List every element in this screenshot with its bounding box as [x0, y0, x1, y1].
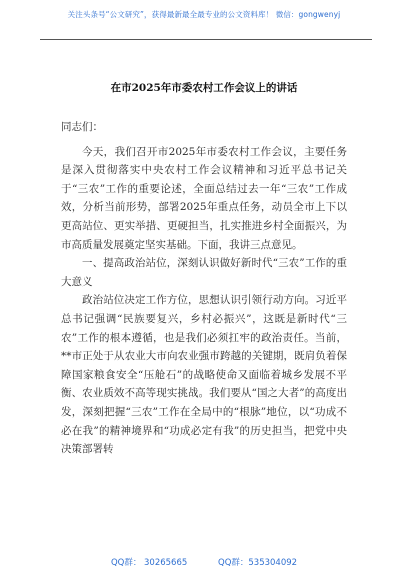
section-heading-1: 一、提高政治站位，深刻认识做好新时代“三农”工作的重大意义 [61, 257, 347, 288]
document-title: 在市2025年市委农村工作会议上的讲话 [110, 82, 298, 94]
document-body [61, 118, 347, 459]
paragraph-opening: 今天，我们召开市2025年市委农村工作会议，主要任务是深入贯彻落实中央农村工作会议精神和习近平总书记关于“三农”工作的重要论述，全面总结过去一年“三农”工作成效，分析当前形势，部署2025年重点任务，动员全市上下以更高站位、更实举措、更硬担当，扎实推进乡村全面振兴，为市高质量发展奠定坚实基础。下面，我讲三点意见。 [61, 145, 347, 251]
footer-qq-groups [0, 556, 408, 568]
header-divider [40, 39, 372, 40]
salutation: 同志们： [61, 121, 103, 133]
footer-qq-group-2: QQ群：535304092 [218, 558, 298, 568]
header-banner: 关注头条号“公文研究”，获得最新最全最专业的公文资料库！ 微信：gongwenyj [67, 10, 341, 19]
paragraph-political-stance: 政治站位决定工作方位，思想认识引领行动方向。习近平总书记强调“民族要复兴，乡村必振兴”，这既是新时代“三农”工作的根本遵循，也是我们必须扛牢的政治责任。当前，**市正处于从农业大市向农业强市跨越的关键期，既肩负着保障国家粮食安全“压舱石”的战略使命又面临着城乡发展不平衡、农业质效不高等现实挑战。我们要从“国之大者”的高度出发，深刻把握“三农”工作在全局中的“根脉”地位，以“功成不必在我”的精神境界和“功成必定有我”的历史担当，把党中央决策部署转 [61, 294, 347, 456]
footer-qq-group-1: QQ群： 30265665 [110, 558, 188, 568]
